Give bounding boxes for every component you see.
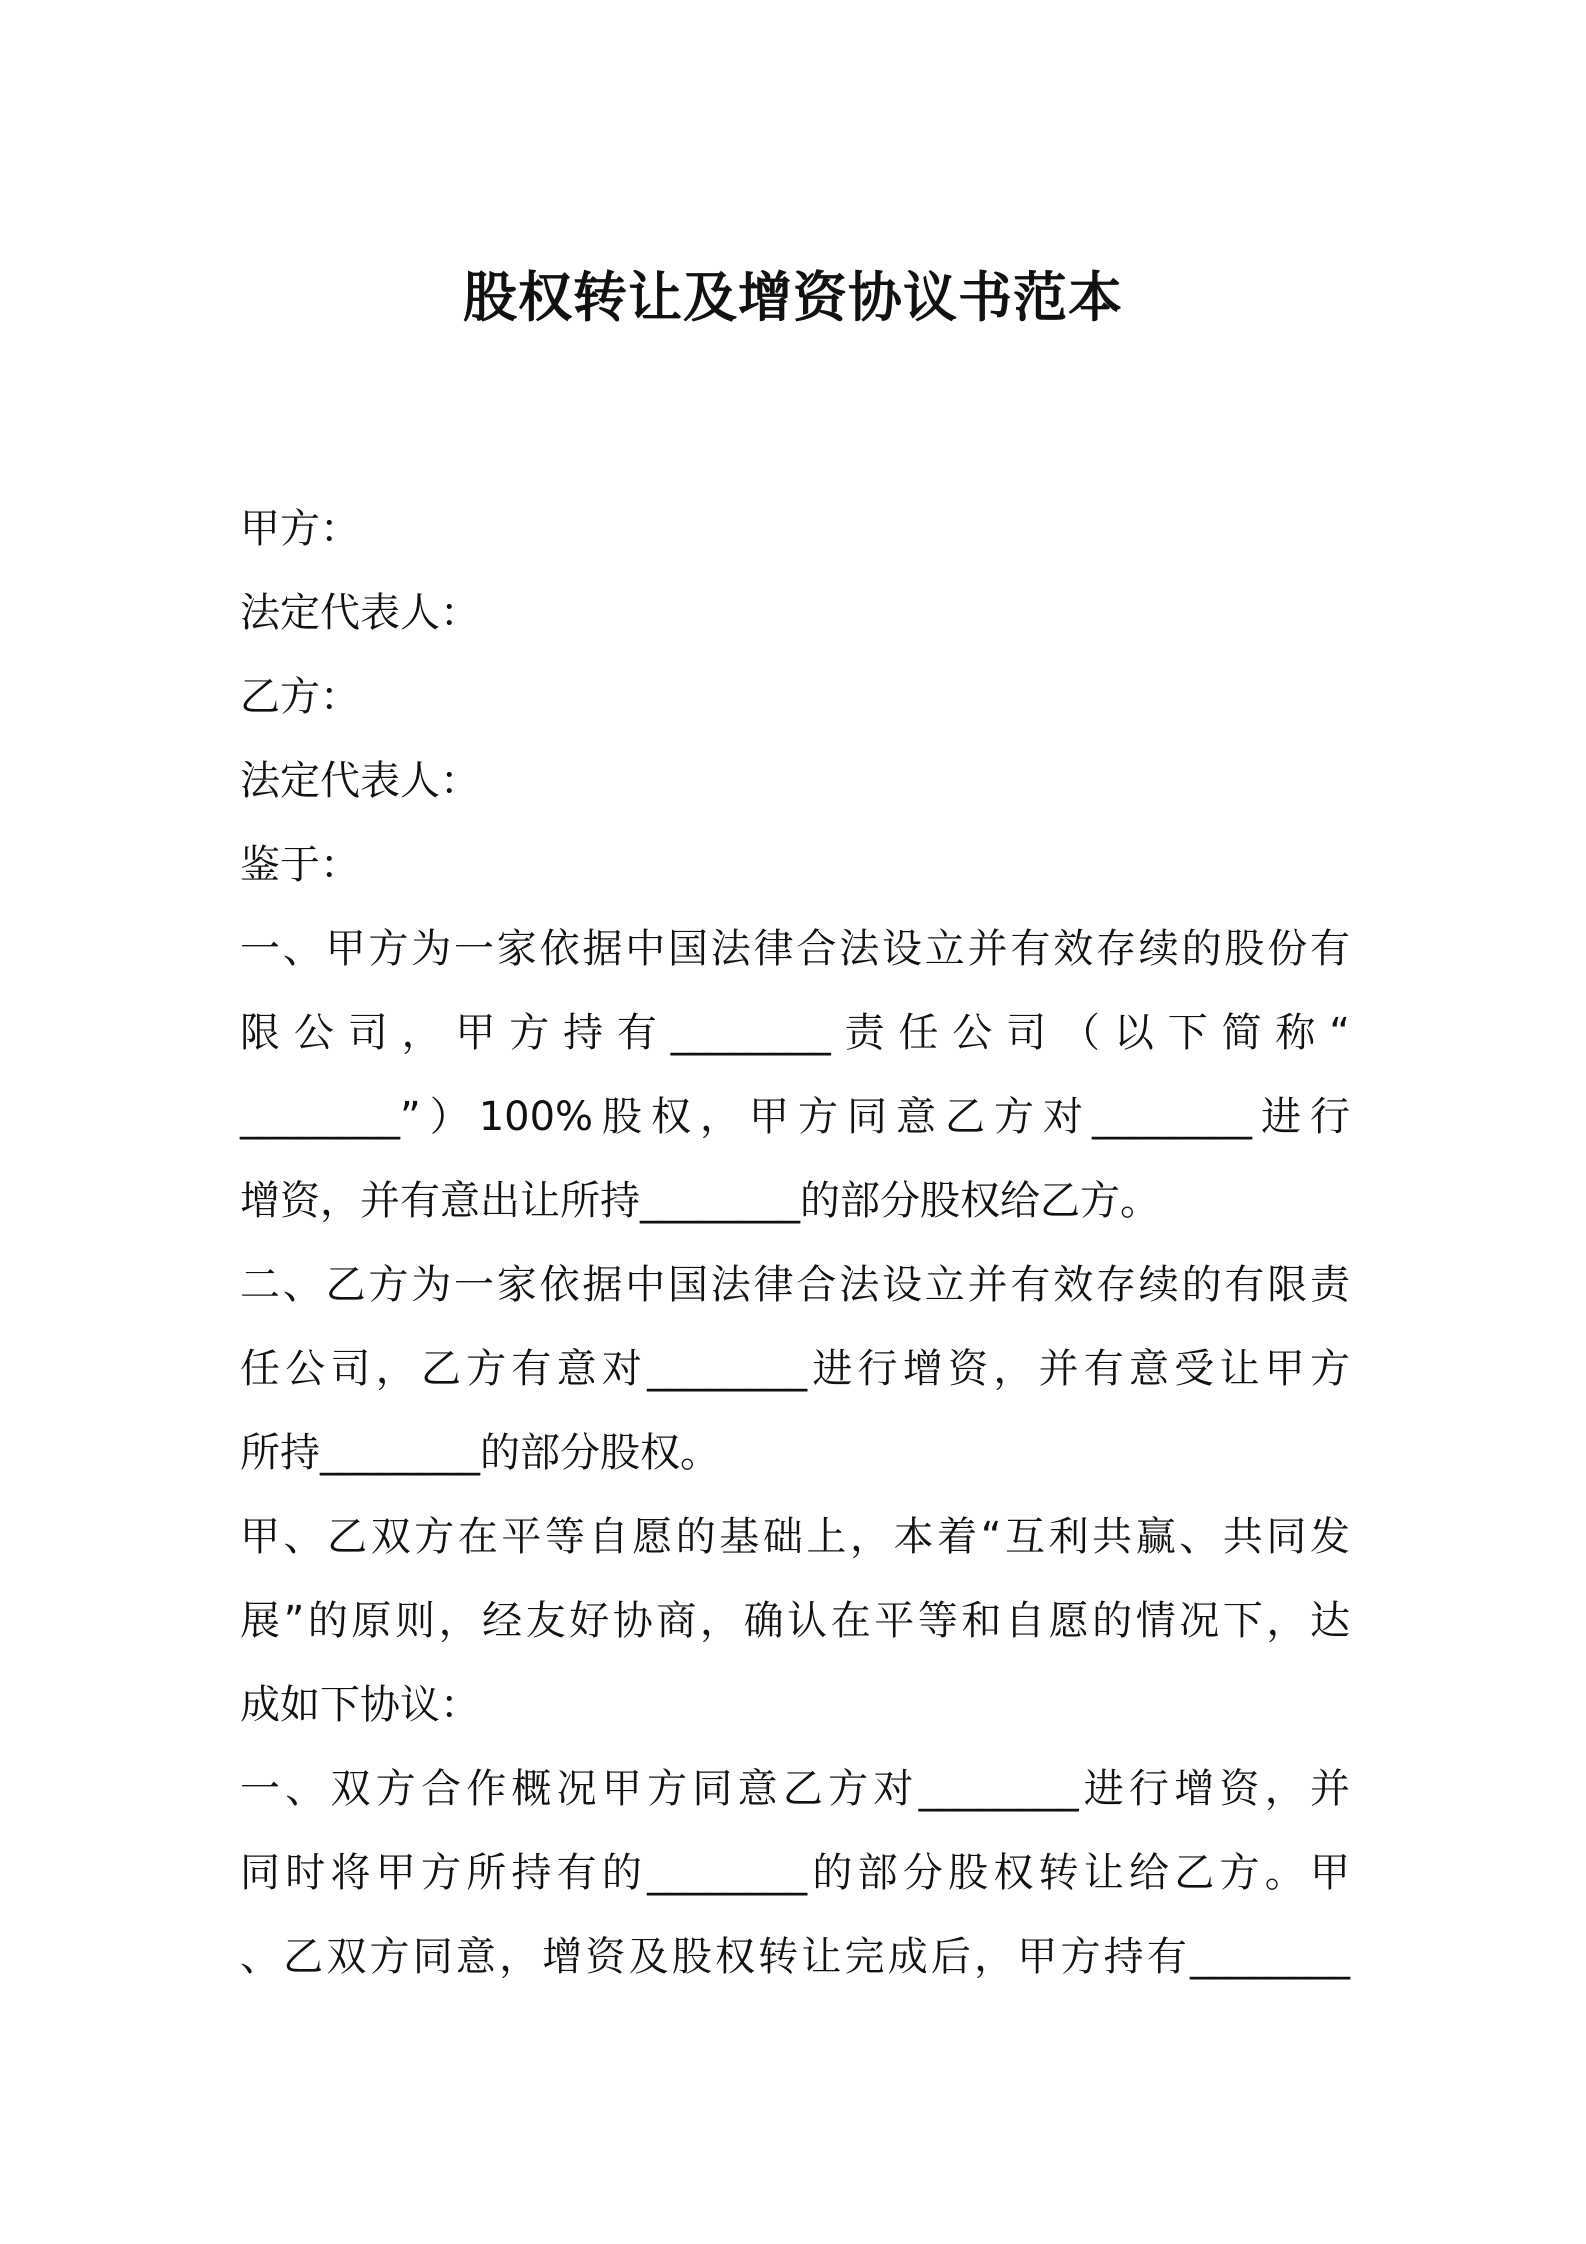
document-body [240,487,1350,1999]
agreement-intro-line-3: 成如下协议： [240,1682,480,1728]
clause-1-line-3: 、乙双方同意，增资及股权转让完成后，甲方持有________ [240,1934,1350,1980]
recital-1-line-1: 一、甲方为一家依据中国法律合法设立并有效存续的股份有 [240,926,1350,972]
agreement-intro-line-2: 展”的原则，经友好协商，确认在平等和自愿的情况下，达 [240,1598,1350,1644]
party-a-label: 甲方： [240,506,360,552]
recital-1-line-4: 增资，并有意出让所持________的部分股权给乙方。 [240,1178,1160,1224]
clause-1-line-1: 一、双方合作概况甲方同意乙方对________进行增资，并 [240,1766,1350,1812]
whereas-label: 鉴于： [240,842,360,888]
recital-2-line-2: 任公司，乙方有意对________进行增资，并有意受让甲方 [240,1346,1350,1392]
clause-1-line-2: 同时将甲方所持有的________的部分股权转让给乙方。甲 [240,1850,1350,1896]
recital-2-line-3: 所持________的部分股权。 [240,1430,720,1476]
recital-2-line-1: 二、乙方为一家依据中国法律合法设立并有效存续的有限责 [240,1262,1350,1308]
party-b-legal-rep-label: 法定代表人： [240,758,480,804]
agreement-intro-line-1: 甲、乙双方在平等自愿的基础上，本着“互利共赢、共同发 [240,1514,1350,1560]
party-a-legal-rep-label: 法定代表人： [240,590,480,636]
document-title: 股权转让及增资协议书范本 [463,266,1123,329]
recital-1-line-3: ________”）100%股权，甲方同意乙方对________进行 [240,1094,1350,1140]
recital-1-line-2: 限公司，甲方持有________责任公司（以下简称“ [240,1010,1350,1056]
party-b-label: 乙方： [240,674,360,720]
